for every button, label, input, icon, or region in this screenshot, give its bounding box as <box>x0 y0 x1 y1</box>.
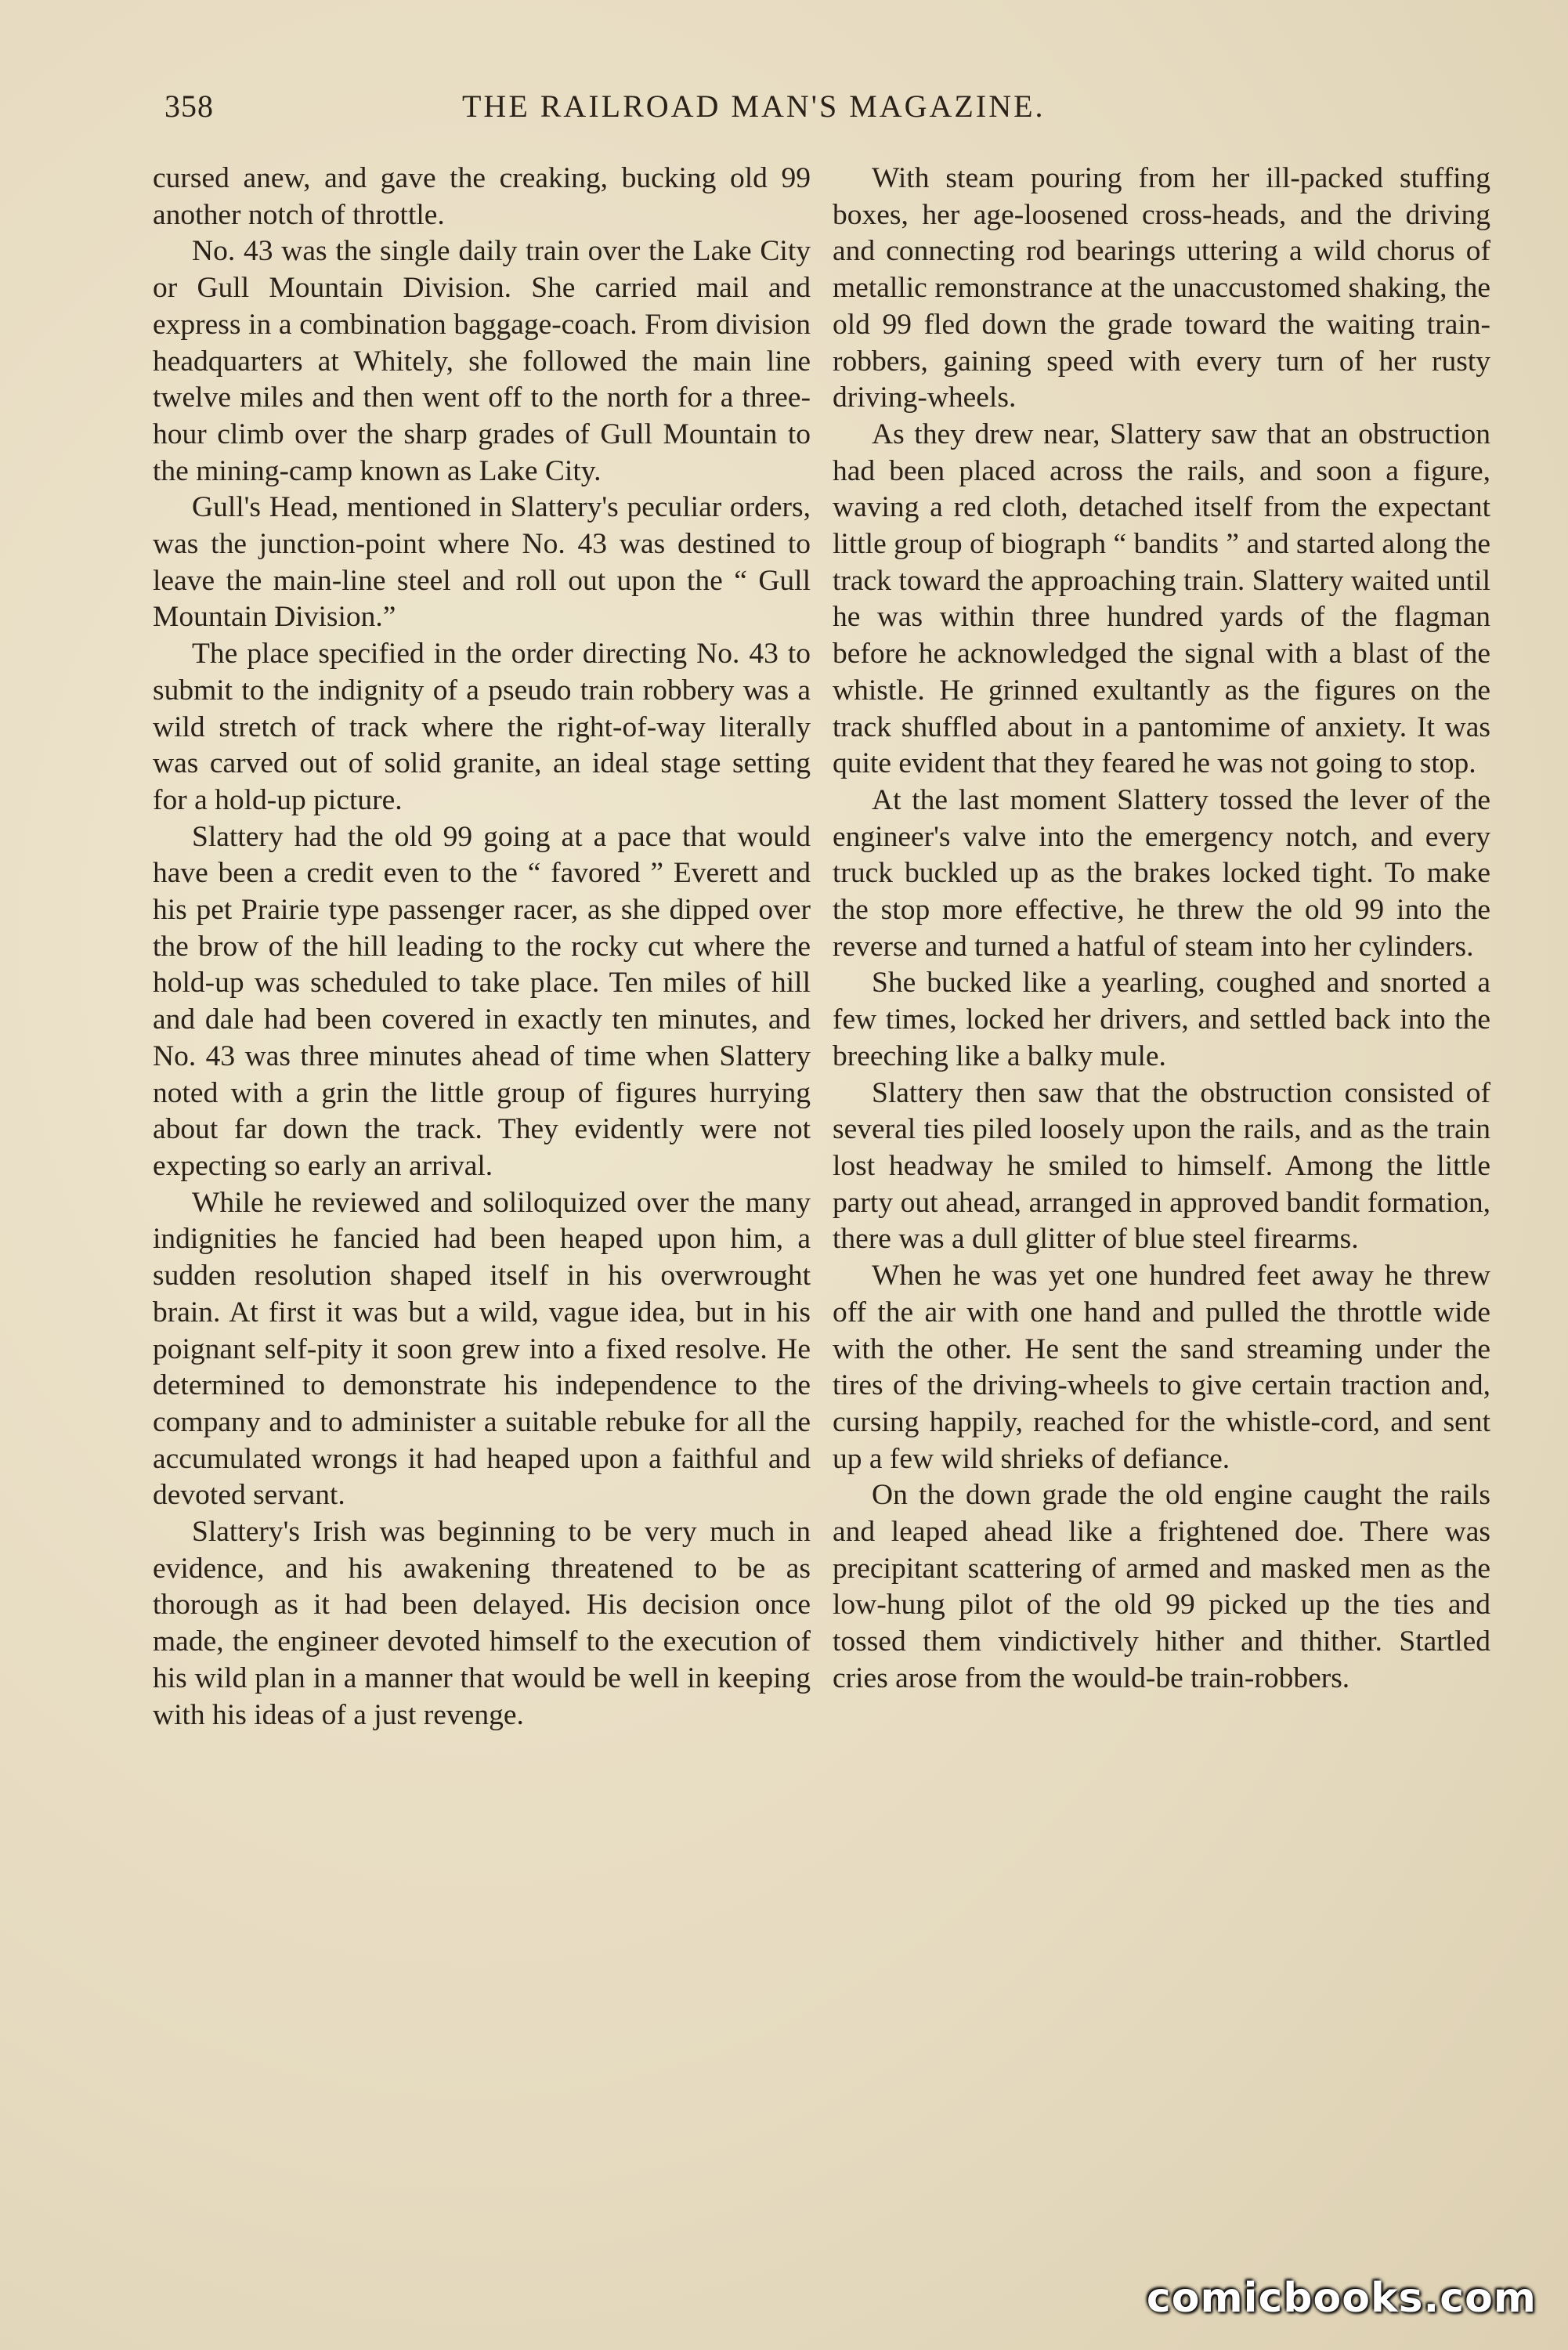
paragraph: cursed anew, and gave the creaking, bucking old 99 another notch of throttle. <box>153 162 811 231</box>
paragraph: At the last moment Slattery tossed the lever of the engineer's valve into the emergency notch, and every truck buckled up as the brakes locked tight. To make the stop more effective, he threw the old 99 into the reverse and turned a hatful of steam into her cylinders. <box>833 783 1490 963</box>
paragraph: No. 43 was the single daily train over the Lake City or Gull Mountain Division. She carried mail and express in a combination baggage-coach. From division headquarters at Whitely, she followed the main line twelve miles and then went off to the north for a three-hour climb over the sharp grades of Gull Mountain to the mining-camp known as Lake City. <box>153 235 811 487</box>
paragraph: Gull's Head, mentioned in Slattery's peculiar orders, was the junction-point where No. 43 was destined to leave the main-line steel and roll out upon the “ Gull Mountain Division.” <box>153 491 811 634</box>
paragraph: Slattery's Irish was beginning to be very much in evidence, and his awakening threatened to be as thorough as it had been delayed. His decision once made, the engineer devoted himself to the execution of his wild plan in a manner that would be well in keeping with his ideas of a just revenge. <box>153 1516 811 1731</box>
paragraph: Slattery had the old 99 going at a pace that would have been a credit even to the “ favored ” Everett and his pet Prairie type passenger racer, as she dipped over the brow of the hill leading to the rocky cut where the hold-up was scheduled to take place. Ten miles of hill and dale had been covered in exactly ten minutes, and No. 43 was three minutes ahead of time when Slattery noted with a grin the little group of figures hurrying about far down the track. They evidently were not expecting so early an arrival. <box>153 820 811 1182</box>
watermark-logo: comicbooks.com <box>1146 2275 1537 2322</box>
paragraph: As they drew near, Slattery saw that an obstruction had been placed across the rails, and soon a figure, waving a red cloth, detached itself from the expectant little group of biograph “ bandits ” and started along the track toward the approaching train. Slattery waited until he was within three hundred yards of the flagman before he acknowledged the signal with a blast of the whistle. He grinned exultantly as the figures on the track shuffled about in a pantomime of anxiety. It was quite evident that they feared he was not going to stop. <box>833 418 1490 780</box>
page-number: 358 <box>164 89 214 124</box>
paragraph: She bucked like a yearling, coughed and snorted a few times, locked her drivers, and settled back into the breeching like a balky mule. <box>833 967 1490 1072</box>
paragraph: While he reviewed and soliloquized over the many indignities he fancied had been heaped upon him, a sudden resolution shaped itself in his overwrought brain. At first it was but a wild, vague idea, but in his poignant self-pity it soon grew into a fixed resolve. He determined to demonstrate his independence to the company and to administer a suitable rebuke for all the accumulated wrongs it had heaped upon a faithful and devoted servant. <box>153 1186 811 1512</box>
paragraph: When he was yet one hundred feet away he threw off the air with one hand and pulled the throttle wide with the other. He sent the sand streaming under the tires of the driving-wheels to give certain traction and, cursing happily, reached for the whistle-cord, and sent up a few wild shrieks of defiance. <box>833 1260 1490 1475</box>
paragraph: With steam pouring from her ill-packed stuffing boxes, her age-loosened cross-heads, and the driving and connecting rod bearings uttering a wild chorus of metallic remonstrance at the unaccustomed shaking, the old 99 fled down the grade toward the waiting train-robbers, gaining speed with every turn of her rusty driving-wheels. <box>833 162 1490 414</box>
paragraph: The place specified in the order directing No. 43 to submit to the indignity of a pseudo train robbery was a wild stretch of track where the right-of-way literally was carved out of solid granite, an ideal stage setting for a hold-up picture. <box>153 638 811 816</box>
left-column <box>153 161 811 1734</box>
paragraph: On the down grade the old engine caught the rails and leaped ahead like a frightened doe. There was precipitant scattering of armed and masked men as the low-hung pilot of the old 99 picked up the ties and tossed them vindictively hither and thither. Startled cries arose from the would-be train-robbers. <box>833 1479 1490 1694</box>
right-column <box>833 161 1490 1697</box>
paragraph: Slattery then saw that the obstruction consisted of several ties piled loosely upon the rails, and as the train lost headway he smiled to himself. Among the little party out ahead, arranged in approved bandit formation, there was a dull glitter of blue steel firearms. <box>833 1076 1490 1256</box>
running-header <box>164 88 1466 135</box>
running-title: THE RAILROAD MAN'S MAGAZINE. <box>462 89 1046 124</box>
